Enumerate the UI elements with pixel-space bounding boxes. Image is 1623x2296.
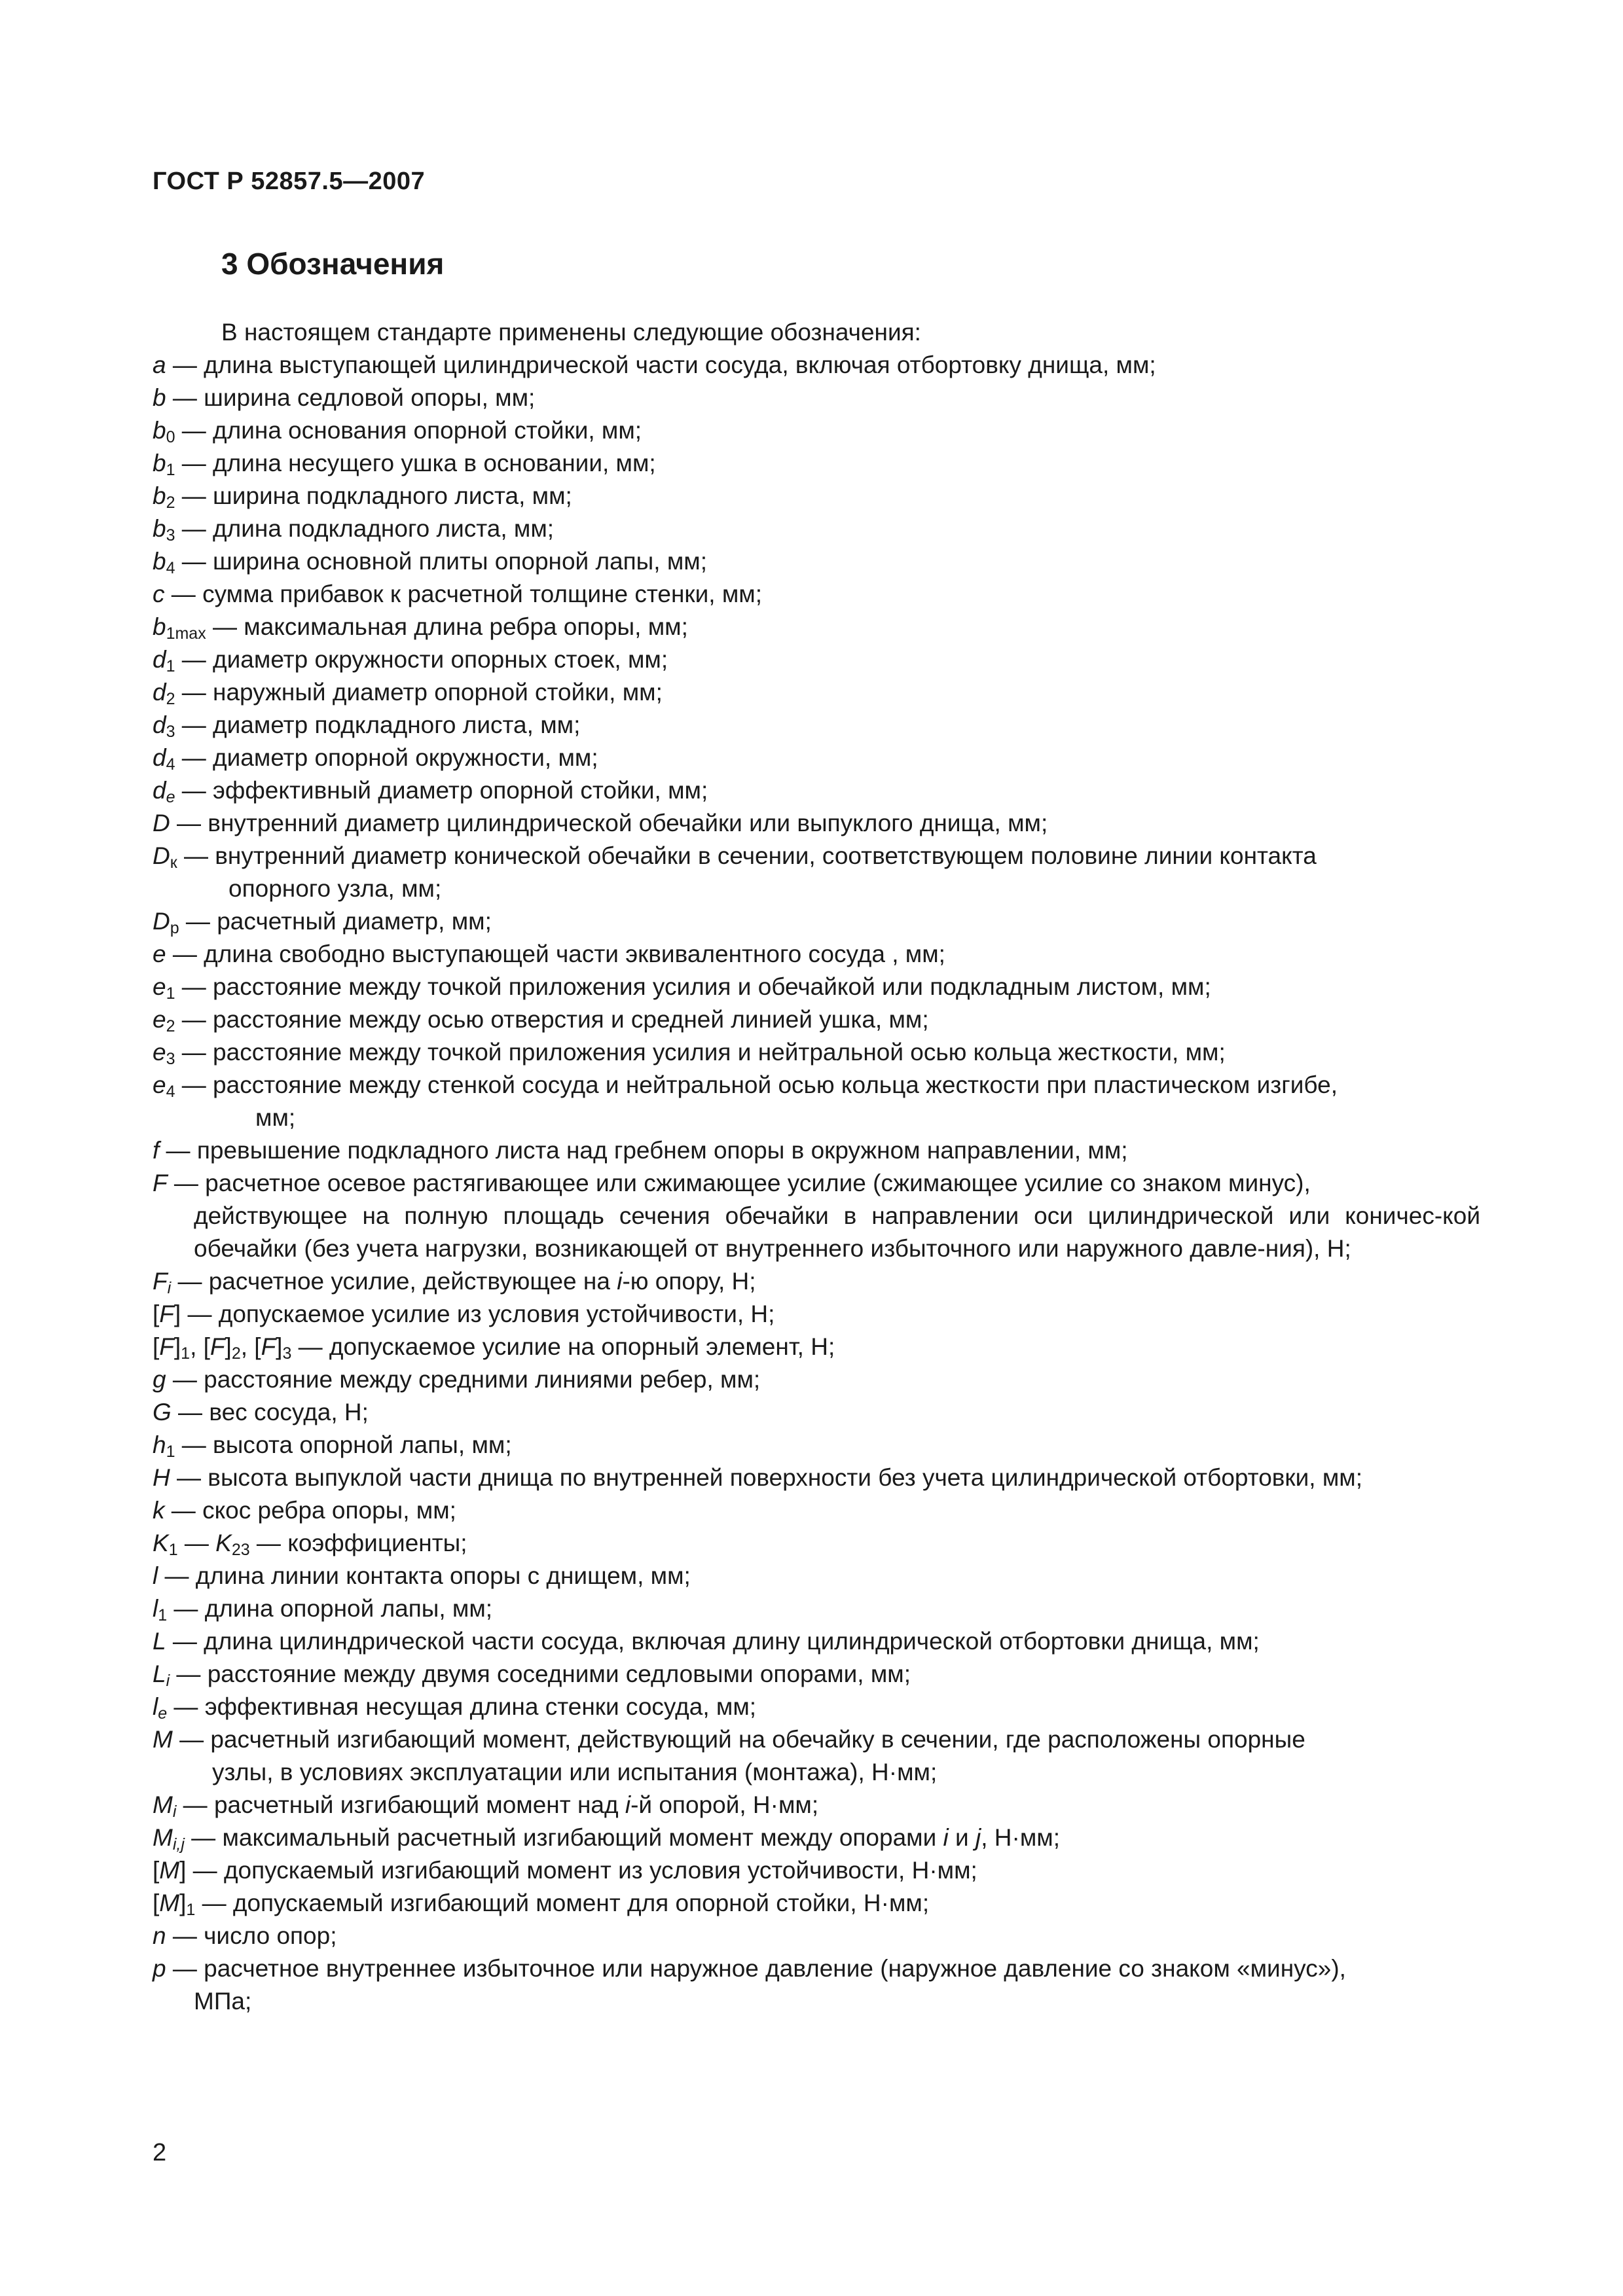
symbol-entry: $h_1$ — высота опорной лапы, мм; [153, 1431, 512, 1461]
symbol-definition-continuation: опорного узла, мм; [228, 875, 442, 902]
symbol-name: L [153, 1628, 166, 1655]
symbol-definition: скос ребра опоры, мм; [202, 1497, 456, 1524]
symbol-definition-continuation: мм; [255, 1104, 296, 1131]
symbol-name: $b_0$ [153, 417, 175, 446]
symbol-name: $b_{1max}$ [153, 613, 206, 643]
symbol-definition: превышение подкладного листа над гребнем опоры в окружном направлении, мм; [196, 1137, 1128, 1164]
symbol-name: G [153, 1399, 172, 1426]
symbol-definition: эффективная несущая длина стенки сосуда, мм; [204, 1693, 757, 1720]
symbol-name: $K_1$ — $K_{23}$ [153, 1530, 250, 1559]
symbol-name: $h_1$ [153, 1431, 175, 1461]
symbol-name: D [153, 810, 170, 836]
symbol-definition: диаметр подкладного листа, мм; [213, 711, 581, 738]
symbol-name: $d_1$ [153, 646, 175, 675]
symbol-entry: [M] — допускаемый изгибающий момент из условия устойчивости, Н·мм; [153, 1857, 977, 1884]
symbol-entry: $b_2$ — ширина подкладного листа, мм; [153, 482, 572, 512]
symbol-definition: допускаемый изгибающий момент из условия устойчивости, Н·мм; [223, 1857, 977, 1884]
symbol-definition: расстояние между точкой приложения усилия и обечайкой или подкладным листом, мм; [213, 973, 1211, 1000]
symbol-list [153, 349, 1480, 2018]
symbol-entry: [F] — допускаемое усилие из условия устойчивости, Н; [153, 1300, 775, 1327]
symbol-name: n [153, 1922, 166, 1949]
symbol-definition: длина подкладного листа, мм; [213, 515, 555, 542]
symbol-entry: H — высота выпуклой части днища по внутренней поверхности без учета цилиндрической отбортовки, мм; [153, 1464, 1362, 1491]
symbol-name: $l_e$ [153, 1693, 168, 1723]
symbol-definition: высота выпуклой части днища по внутренней поверхности без учета цилиндрической отбортовки, мм; [208, 1464, 1362, 1491]
symbol-definition: коэффициенты; [287, 1530, 467, 1556]
symbol-entry: k — скос ребра опоры, мм; [153, 1497, 456, 1524]
symbol-definition: высота опорной лапы, мм; [213, 1431, 512, 1458]
symbol-name: b [153, 384, 166, 411]
symbol-name: $d_4$ [153, 744, 175, 774]
symbol-definition: расстояние между осью отверстия и средней линией ушка, мм; [213, 1006, 929, 1033]
symbol-name: F [153, 1170, 168, 1196]
symbol-name: $e_4$ [153, 1071, 175, 1101]
symbol-entry: $e_3$ — расстояние между точкой приложения усилия и нейтральной осью кольца жесткости, мм; [153, 1039, 1226, 1068]
symbol-definition: допускаемый изгибающий момент для опорной стойки, Н·мм; [232, 1890, 930, 1916]
symbol-entry: $e_2$ — расстояние между осью отверстия и средней линией ушка, мм; [153, 1006, 929, 1035]
symbol-entry: $d_e$ — эффективный диаметр опорной стойки, мм; [153, 777, 708, 806]
symbol-definition: максимальный расчетный изгибающий момент между опорами i и j, Н·мм; [222, 1824, 1061, 1851]
symbol-definition: расчетное усилие, действующее на i-ю опору, Н; [208, 1268, 756, 1295]
section-intro: В настоящем стандарте применены следующие обозначения: [221, 319, 921, 346]
symbol-entry: $d_3$ — диаметр подкладного листа, мм; [153, 711, 581, 741]
symbol-definition: расстояние между средними линиями ребер, мм; [204, 1366, 761, 1393]
symbol-definition: ширина подкладного листа, мм; [213, 482, 572, 509]
document-header: ГОСТ Р 52857.5—2007 [153, 168, 426, 195]
symbol-name: $d_2$ [153, 679, 175, 708]
symbol-entry: $M_{i,j}$ — максимальный расчетный изгибающий момент между опорами i и j, Н·мм; [153, 1824, 1061, 1854]
symbol-name: f [153, 1137, 160, 1164]
symbol-name: $M_{i,j}$ [153, 1824, 185, 1854]
symbol-name: M [153, 1726, 173, 1753]
symbol-entry: $e_1$ — расстояние между точкой приложения усилия и обечайкой или подкладным листом, мм; [153, 973, 1211, 1003]
symbol-entry: g — расстояние между средними линиями ребер, мм; [153, 1366, 761, 1393]
symbol-name: $e_2$ [153, 1006, 175, 1035]
symbol-definition: расчетное осевое растягивающее или сжимающее усилие (сжимающее усилие со знаком минус), [205, 1170, 1311, 1196]
symbol-entry: $l_1$ — длина опорной лапы, мм; [153, 1595, 493, 1624]
symbol-definition: длина выступающей цилиндрической части сосуда, включая отбортовку днища, мм; [204, 351, 1156, 378]
symbol-name: $e_3$ [153, 1039, 175, 1068]
symbol-definition: длина опорной лапы, мм; [204, 1595, 493, 1622]
symbol-entry: G — вес сосуда, Н; [153, 1399, 369, 1426]
symbol-name: $F_i$ [153, 1268, 172, 1297]
symbol-definition: число опор; [204, 1922, 337, 1949]
symbol-entry: a — длина выступающей цилиндрической части сосуда, включая отбортовку днища, мм; [153, 351, 1156, 378]
symbol-entry: c — сумма прибавок к расчетной толщине стенки, мм; [153, 581, 763, 607]
symbol-definition: расчетный изгибающий момент над i-й опорой, Н·мм; [213, 1791, 819, 1818]
symbol-entry: D — внутренний диаметр цилиндрической обечайки или выпуклого днища, мм; [153, 810, 1048, 836]
symbol-entry: $F_i$ — расчетное усилие, действующее на i-ю опору, Н; [153, 1268, 756, 1297]
symbol-name: $L_i$ [153, 1660, 170, 1690]
symbol-definition: длина линии контакта опоры с днищем, мм; [195, 1562, 691, 1589]
symbol-definition: внутренний диаметр конической обечайки в сечении, соответствующем половине линии контакта [215, 842, 1317, 869]
symbol-entry: L — длина цилиндрической части сосуда, включая длину цилиндрической отбортовки днища, мм; [153, 1628, 1260, 1655]
symbol-entry: $M_i$ — расчетный изгибающий момент над i-й опорой, Н·мм; [153, 1791, 819, 1821]
symbol-name: $d_e$ [153, 777, 175, 806]
symbol-entry: $b_4$ — ширина основной плиты опорной лапы, мм; [153, 548, 707, 577]
symbol-entry: $D_р$ — расчетный диаметр, мм; [153, 908, 492, 937]
symbol-definition: расстояние между точкой приложения усилия и нейтральной осью кольца жесткости, мм; [213, 1039, 1226, 1066]
symbol-definition: диаметр опорной окружности, мм; [213, 744, 598, 771]
symbol-name: $D_р$ [153, 908, 179, 937]
symbol-name: $M_i$ [153, 1791, 177, 1821]
symbol-definition: вес сосуда, Н; [209, 1399, 369, 1426]
symbol-definition: длина несущего ушка в основании, мм; [213, 450, 656, 476]
symbol-name: $l_1$ [153, 1595, 168, 1624]
symbol-name: [F] [153, 1300, 181, 1327]
symbol-entry: $D_к$ — внутренний диаметр конической обечайки в сечении, соответствующем половине линии контакта опорного узла, мм; [153, 840, 1480, 905]
symbol-definition: эффективный диаметр опорной стойки, мм; [213, 777, 708, 804]
symbol-name: $b_4$ [153, 548, 175, 577]
symbol-entry: b — ширина седловой опоры, мм; [153, 384, 536, 411]
symbol-entry: p — расчетное внутреннее избыточное или наружное давление (наружное давление со знаком «минус»), МПа; [153, 1952, 1480, 2018]
symbol-definition: допускаемое усилие на опорный элемент, Н; [329, 1333, 835, 1360]
symbol-entry: $b_3$ — длина подкладного листа, мм; [153, 515, 555, 545]
symbol-entry: $d_1$ — диаметр окружности опорных стоек, мм; [153, 646, 668, 675]
symbol-name: $d_3$ [153, 711, 175, 741]
symbol-entry: $b_0$ — длина основания опорной стойки, мм; [153, 417, 642, 446]
symbol-entry: l — длина линии контакта опоры с днищем, мм; [153, 1562, 691, 1589]
symbol-entry: $b_{1max}$ — максимальная длина ребра опоры, мм; [153, 613, 688, 643]
symbol-definition: расчетное внутреннее избыточное или наружное давление (наружное давление со знаком «минус»), [204, 1955, 1346, 1982]
symbol-definition: расчетный изгибающий момент, действующий на обечайку в сечении, где расположены опорные [210, 1726, 1305, 1753]
symbol-name: H [153, 1464, 170, 1491]
page-number: 2 [153, 2139, 167, 2166]
symbol-definition-continuation: МПа; [194, 1988, 252, 2015]
symbol-name: $b_1$ [153, 450, 175, 479]
symbol-name: l [153, 1562, 158, 1589]
symbol-definition: расчетный диаметр, мм; [217, 908, 492, 935]
symbol-name: c [153, 581, 165, 607]
symbol-entry: n — число опор; [153, 1922, 337, 1949]
symbol-entry: $d_2$ — наружный диаметр опорной стойки, мм; [153, 679, 663, 708]
symbol-name: $e_1$ [153, 973, 175, 1003]
symbol-definition: диаметр окружности опорных стоек, мм; [213, 646, 668, 673]
symbol-name: $b_3$ [153, 515, 175, 545]
symbol-name: e [153, 941, 166, 967]
symbol-definition: длина цилиндрической части сосуда, включая длину цилиндрической отбортовки днища, мм; [204, 1628, 1260, 1655]
symbol-definition: наружный диаметр опорной стойки, мм; [213, 679, 663, 706]
symbol-definition: внутренний диаметр цилиндрической обечайки или выпуклого днища, мм; [208, 810, 1048, 836]
symbol-entry: $l_e$ — эффективная несущая длина стенки сосуда, мм; [153, 1693, 757, 1723]
symbol-definition-continuation: узлы, в условиях эксплуатации или испытания (монтажа), Н·мм; [212, 1759, 938, 1785]
symbol-entry: F — расчетное осевое растягивающее или сжимающее усилие (сжимающее усилие со знаком минус), действующее на полную площадь сечения обечайки в направлении оси цилиндрической или коничес-кой обечайки (без учета нагрузки, возникающей от внутреннего избыточного или наружного давле-ния), Н; [153, 1167, 1480, 1265]
symbol-entry: f — превышение подкладного листа над гребнем опоры в окружном направлении, мм; [153, 1137, 1128, 1164]
symbol-name: p [153, 1955, 166, 1982]
symbol-name: a [153, 351, 166, 378]
symbol-entry: M — расчетный изгибающий момент, действующий на обечайку в сечении, где расположены опорные узлы, в условиях эксплуатации или испытания (монтажа), Н·мм; [153, 1723, 1480, 1789]
symbol-definition: расстояние между двумя соседними седловыми опорами, мм; [207, 1660, 911, 1687]
symbol-entry: $K_1$ — $K_{23}$ — коэффициенты; [153, 1530, 467, 1559]
symbol-name: [M] [153, 1857, 187, 1884]
symbol-entry: $L_i$ — расстояние между двумя соседними седловыми опорами, мм; [153, 1660, 911, 1690]
symbol-entry: $[M]_1$ — допускаемый изгибающий момент для опорной стойки, Н·мм; [153, 1890, 930, 1919]
symbol-name: k [153, 1497, 165, 1524]
symbol-name: $[F]_1$, $[F]_2$, $[F]_3$ [153, 1333, 292, 1363]
symbol-definition: ширина основной плиты опорной лапы, мм; [213, 548, 707, 575]
symbol-name: $D_к$ [153, 842, 177, 872]
symbol-name: g [153, 1366, 166, 1393]
symbol-name: $b_2$ [153, 482, 175, 512]
symbol-entry: e — длина свободно выступающей части эквивалентного сосуда , мм; [153, 941, 945, 967]
symbol-entry: $[F]_1$, $[F]_2$, $[F]_3$ — допускаемое усилие на опорный элемент, Н; [153, 1333, 835, 1363]
symbol-entry: $d_4$ — диаметр опорной окружности, мм; [153, 744, 598, 774]
symbol-name: $[M]_1$ [153, 1890, 196, 1919]
symbol-definition: длина свободно выступающей части эквивалентного сосуда , мм; [204, 941, 945, 967]
section-title: 3 Обозначения [221, 247, 445, 281]
symbol-definition: допускаемое усилие из условия устойчивости, Н; [218, 1300, 775, 1327]
symbol-definition: длина основания опорной стойки, мм; [213, 417, 642, 444]
symbol-definition: сумма прибавок к расчетной толщине стенки, мм; [202, 581, 763, 607]
symbol-definition: ширина седловой опоры, мм; [204, 384, 536, 411]
symbol-definition: расстояние между стенкой сосуда и нейтральной осью кольца жесткости при пластическом изгибе, [213, 1071, 1338, 1098]
symbol-entry: $b_1$ — длина несущего ушка в основании, мм; [153, 450, 656, 479]
symbol-definition: максимальная длина ребра опоры, мм; [244, 613, 688, 640]
symbol-entry: $e_4$ — расстояние между стенкой сосуда и нейтральной осью кольца жесткости при пластическом изгибе, мм; [153, 1069, 1480, 1134]
symbol-definition-continuation: действующее на полную площадь сечения обечайки в направлении оси цилиндрической или коничес-кой обечайки (без учета нагрузки, возникающей от внутреннего избыточного или наружного давле-ния), Н; [194, 1202, 1480, 1262]
